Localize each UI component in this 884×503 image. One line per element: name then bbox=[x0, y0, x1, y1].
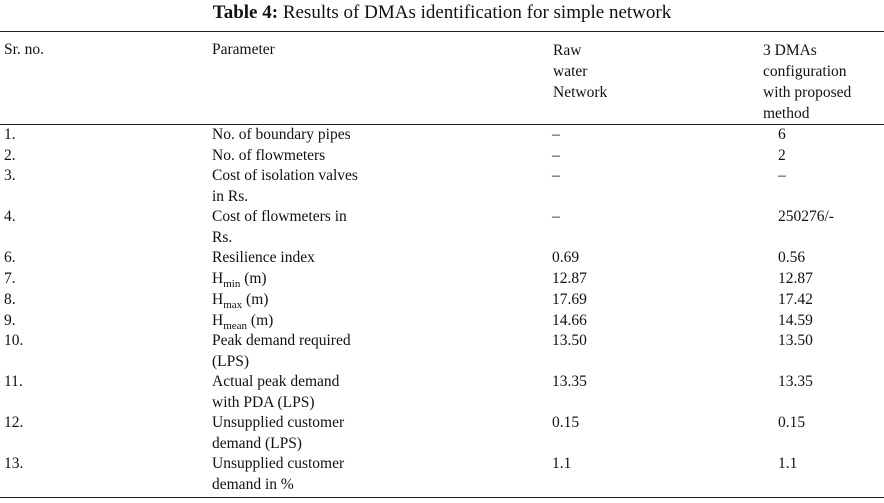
table-header-rule bbox=[0, 124, 884, 125]
row-sr: 13. bbox=[4, 455, 24, 472]
row-proposed-value: 12.87 bbox=[778, 270, 813, 287]
row-parameter bbox=[212, 311, 273, 333]
header-raw-line: water bbox=[553, 63, 588, 80]
row-sr: 11. bbox=[4, 373, 23, 390]
row-parameter bbox=[212, 331, 351, 372]
row-raw-value: – bbox=[552, 208, 560, 225]
row-proposed-value: 17.42 bbox=[778, 291, 813, 308]
row-sr: 1. bbox=[4, 126, 16, 143]
header-raw-network bbox=[553, 40, 607, 103]
row-proposed-value: 2 bbox=[778, 147, 786, 164]
table-caption bbox=[0, 2, 884, 24]
row-sr: 9. bbox=[4, 312, 16, 329]
row-sr: 12. bbox=[4, 414, 24, 431]
row-raw-value: – bbox=[552, 126, 560, 143]
row-parameter-line: Cost of flowmeters in bbox=[212, 208, 347, 225]
row-raw-value: 0.69 bbox=[552, 249, 580, 266]
header-raw-line: Network bbox=[553, 84, 608, 101]
header-raw-line: Raw bbox=[553, 42, 582, 59]
row-raw-value: 13.50 bbox=[552, 332, 587, 349]
header-sr-no: Sr. no. bbox=[4, 41, 45, 58]
row-parameter-line: in Rs. bbox=[212, 187, 249, 205]
row-parameter bbox=[212, 269, 267, 291]
row-parameter-line: Cost of isolation valves bbox=[212, 167, 358, 184]
row-parameter bbox=[212, 166, 358, 207]
header-parameter: Parameter bbox=[212, 41, 275, 58]
row-raw-value: 17.69 bbox=[552, 291, 587, 308]
row-parameter-line: Unsupplied customer bbox=[212, 455, 345, 472]
row-parameter-line: Rs. bbox=[212, 228, 233, 246]
row-parameter-line: Actual peak demand bbox=[212, 373, 340, 390]
row-parameter-line: demand (LPS) bbox=[212, 434, 302, 452]
header-proposed-line: configuration bbox=[763, 63, 847, 80]
row-sr: 8. bbox=[4, 291, 16, 308]
row-raw-value: 14.66 bbox=[552, 312, 587, 329]
row-parameter: No. of boundary pipes bbox=[212, 126, 351, 143]
row-parameter bbox=[212, 290, 268, 312]
row-proposed-value: 250276/- bbox=[778, 208, 834, 225]
row-raw-value: 1.1 bbox=[552, 455, 572, 472]
table-bottom-rule bbox=[0, 497, 884, 498]
row-proposed-value: 0.15 bbox=[778, 414, 806, 431]
row-parameter-line: (LPS) bbox=[212, 352, 250, 370]
row-parameter: No. of flowmeters bbox=[212, 147, 326, 164]
row-parameter bbox=[212, 454, 344, 495]
param-symbol: H bbox=[212, 291, 224, 308]
param-symbol: H bbox=[212, 312, 224, 329]
row-proposed-value: 13.35 bbox=[778, 373, 813, 390]
row-parameter bbox=[212, 372, 339, 413]
row-proposed-value: – bbox=[778, 167, 786, 184]
header-proposed-line: with proposed bbox=[763, 84, 852, 101]
row-sr: 7. bbox=[4, 270, 16, 287]
header-proposed-line: method bbox=[763, 105, 810, 122]
row-parameter-line: with PDA (LPS) bbox=[212, 393, 315, 411]
row-parameter: Resilience index bbox=[212, 249, 315, 266]
row-proposed-value: 0.56 bbox=[778, 249, 806, 266]
row-proposed-value: 6 bbox=[778, 126, 786, 143]
table-top-rule bbox=[0, 31, 884, 32]
row-sr: 4. bbox=[4, 208, 16, 225]
row-parameter-line: demand in % bbox=[212, 475, 294, 493]
row-raw-value: – bbox=[552, 167, 560, 184]
row-sr: 3. bbox=[4, 167, 16, 184]
row-parameter bbox=[212, 207, 347, 248]
row-proposed-value: 14.59 bbox=[778, 312, 813, 329]
param-subscript: mean bbox=[223, 320, 248, 332]
row-raw-value: 12.87 bbox=[552, 270, 587, 287]
param-unit: (m) bbox=[242, 291, 269, 308]
row-sr: 2. bbox=[4, 147, 16, 164]
row-sr: 10. bbox=[4, 332, 24, 349]
header-proposed-line: 3 DMAs bbox=[763, 42, 817, 59]
row-parameter-line: Peak demand required bbox=[212, 332, 351, 349]
row-raw-value: 0.15 bbox=[552, 414, 580, 431]
header-proposed-method bbox=[763, 40, 851, 124]
row-raw-value: – bbox=[552, 147, 560, 164]
param-subscript: min bbox=[223, 278, 241, 290]
row-parameter bbox=[212, 413, 344, 454]
row-proposed-value: 13.50 bbox=[778, 332, 813, 349]
row-proposed-value: 1.1 bbox=[778, 455, 798, 472]
param-subscript: max bbox=[223, 299, 243, 311]
caption-label: Table 4: bbox=[212, 2, 279, 23]
param-unit: (m) bbox=[240, 270, 267, 287]
row-parameter-line: Unsupplied customer bbox=[212, 414, 345, 431]
caption-text: Results of DMAs identification for simple network bbox=[282, 2, 672, 23]
param-symbol: H bbox=[212, 270, 224, 287]
row-raw-value: 13.35 bbox=[552, 373, 587, 390]
param-unit: (m) bbox=[247, 312, 274, 329]
row-sr: 6. bbox=[4, 249, 16, 266]
